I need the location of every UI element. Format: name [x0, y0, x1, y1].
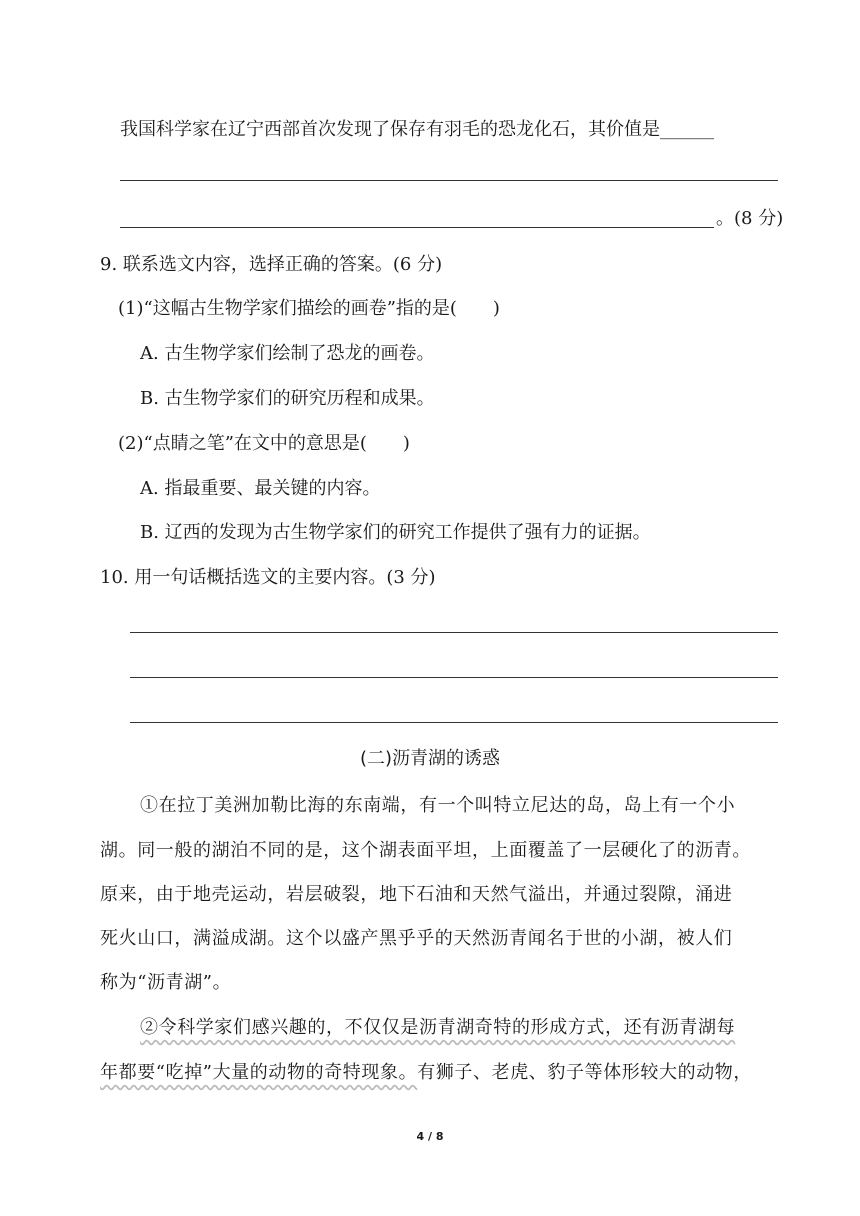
article-p1-line-4: 死火山口，满溢成湖。这个以盛产黑乎乎的天然沥青闻名于世的小湖，被人们: [100, 928, 733, 949]
q8-text-body: 我国科学家在辽宁西部首次发现了保存有羽毛的恐龙化石，其价值是: [120, 119, 660, 140]
q10-answer-line-2: [130, 677, 778, 678]
q8-answer-line-2: [120, 227, 714, 228]
q8-score: 。(8 分): [716, 208, 784, 229]
q9-sub1-option-b: B. 古生物学家们的研究历程和成果。: [140, 388, 435, 409]
q8-answer-line-1: [120, 180, 778, 181]
article-p2-rest: 有狮子、老虎、豹子等体形较大的动物，: [417, 1062, 753, 1083]
article-p2-line-1: ②令科学家们感兴趣的，不仅仅是沥青湖奇特的形成方式，还有沥青湖每: [140, 1017, 736, 1038]
article-p2-line-2: [100, 1061, 752, 1085]
page-number: 4 / 8: [416, 1130, 444, 1143]
article-title: (二)沥青湖的诱惑: [359, 748, 501, 769]
q9-sub2-option-a: A. 指最重要、最关键的内容。: [140, 478, 381, 499]
q9-sub2-stem: (2)“点睛之笔”在文中的意思是( ): [118, 433, 410, 454]
article-p1-line-5: 称为“沥青湖”。: [100, 972, 232, 993]
q8-end-blank: ______: [660, 119, 714, 140]
q8-text: [120, 118, 714, 142]
article-p2-underlined: 年都要“吃掉”大量的动物的奇特现象。: [100, 1062, 418, 1083]
q9-sub1-option-a: A. 古生物学家们绘制了恐龙的画卷。: [140, 343, 435, 364]
q9-sub2-option-b: B. 辽西的发现为古生物学家们的研究工作提供了强有力的证据。: [140, 522, 651, 543]
q9-stem: 9. 联系选文内容，选择正确的答案。(6 分): [100, 254, 443, 275]
q10-answer-line-1: [130, 632, 778, 633]
q10-answer-line-3: [130, 722, 778, 723]
article-p1-line-3: 原来，由于地壳运动，岩层破裂，地下石油和天然气溢出，并通过裂隙，涌进: [100, 884, 733, 905]
article-p1-line-2: 湖。同一般的湖泊不同的是，这个湖表面平坦，上面覆盖了一层硬化了的沥青。: [100, 840, 751, 861]
q10-stem: 10. 用一句话概括选文的主要内容。(3 分): [100, 567, 436, 588]
article-p1-line-1: ①在拉丁美洲加勒比海的东南端，有一个叫特立尼达的岛，岛上有一个小: [140, 795, 736, 816]
q9-sub1-stem: (1)“这幅古生物学家们描绘的画卷”指的是( ): [118, 298, 500, 319]
